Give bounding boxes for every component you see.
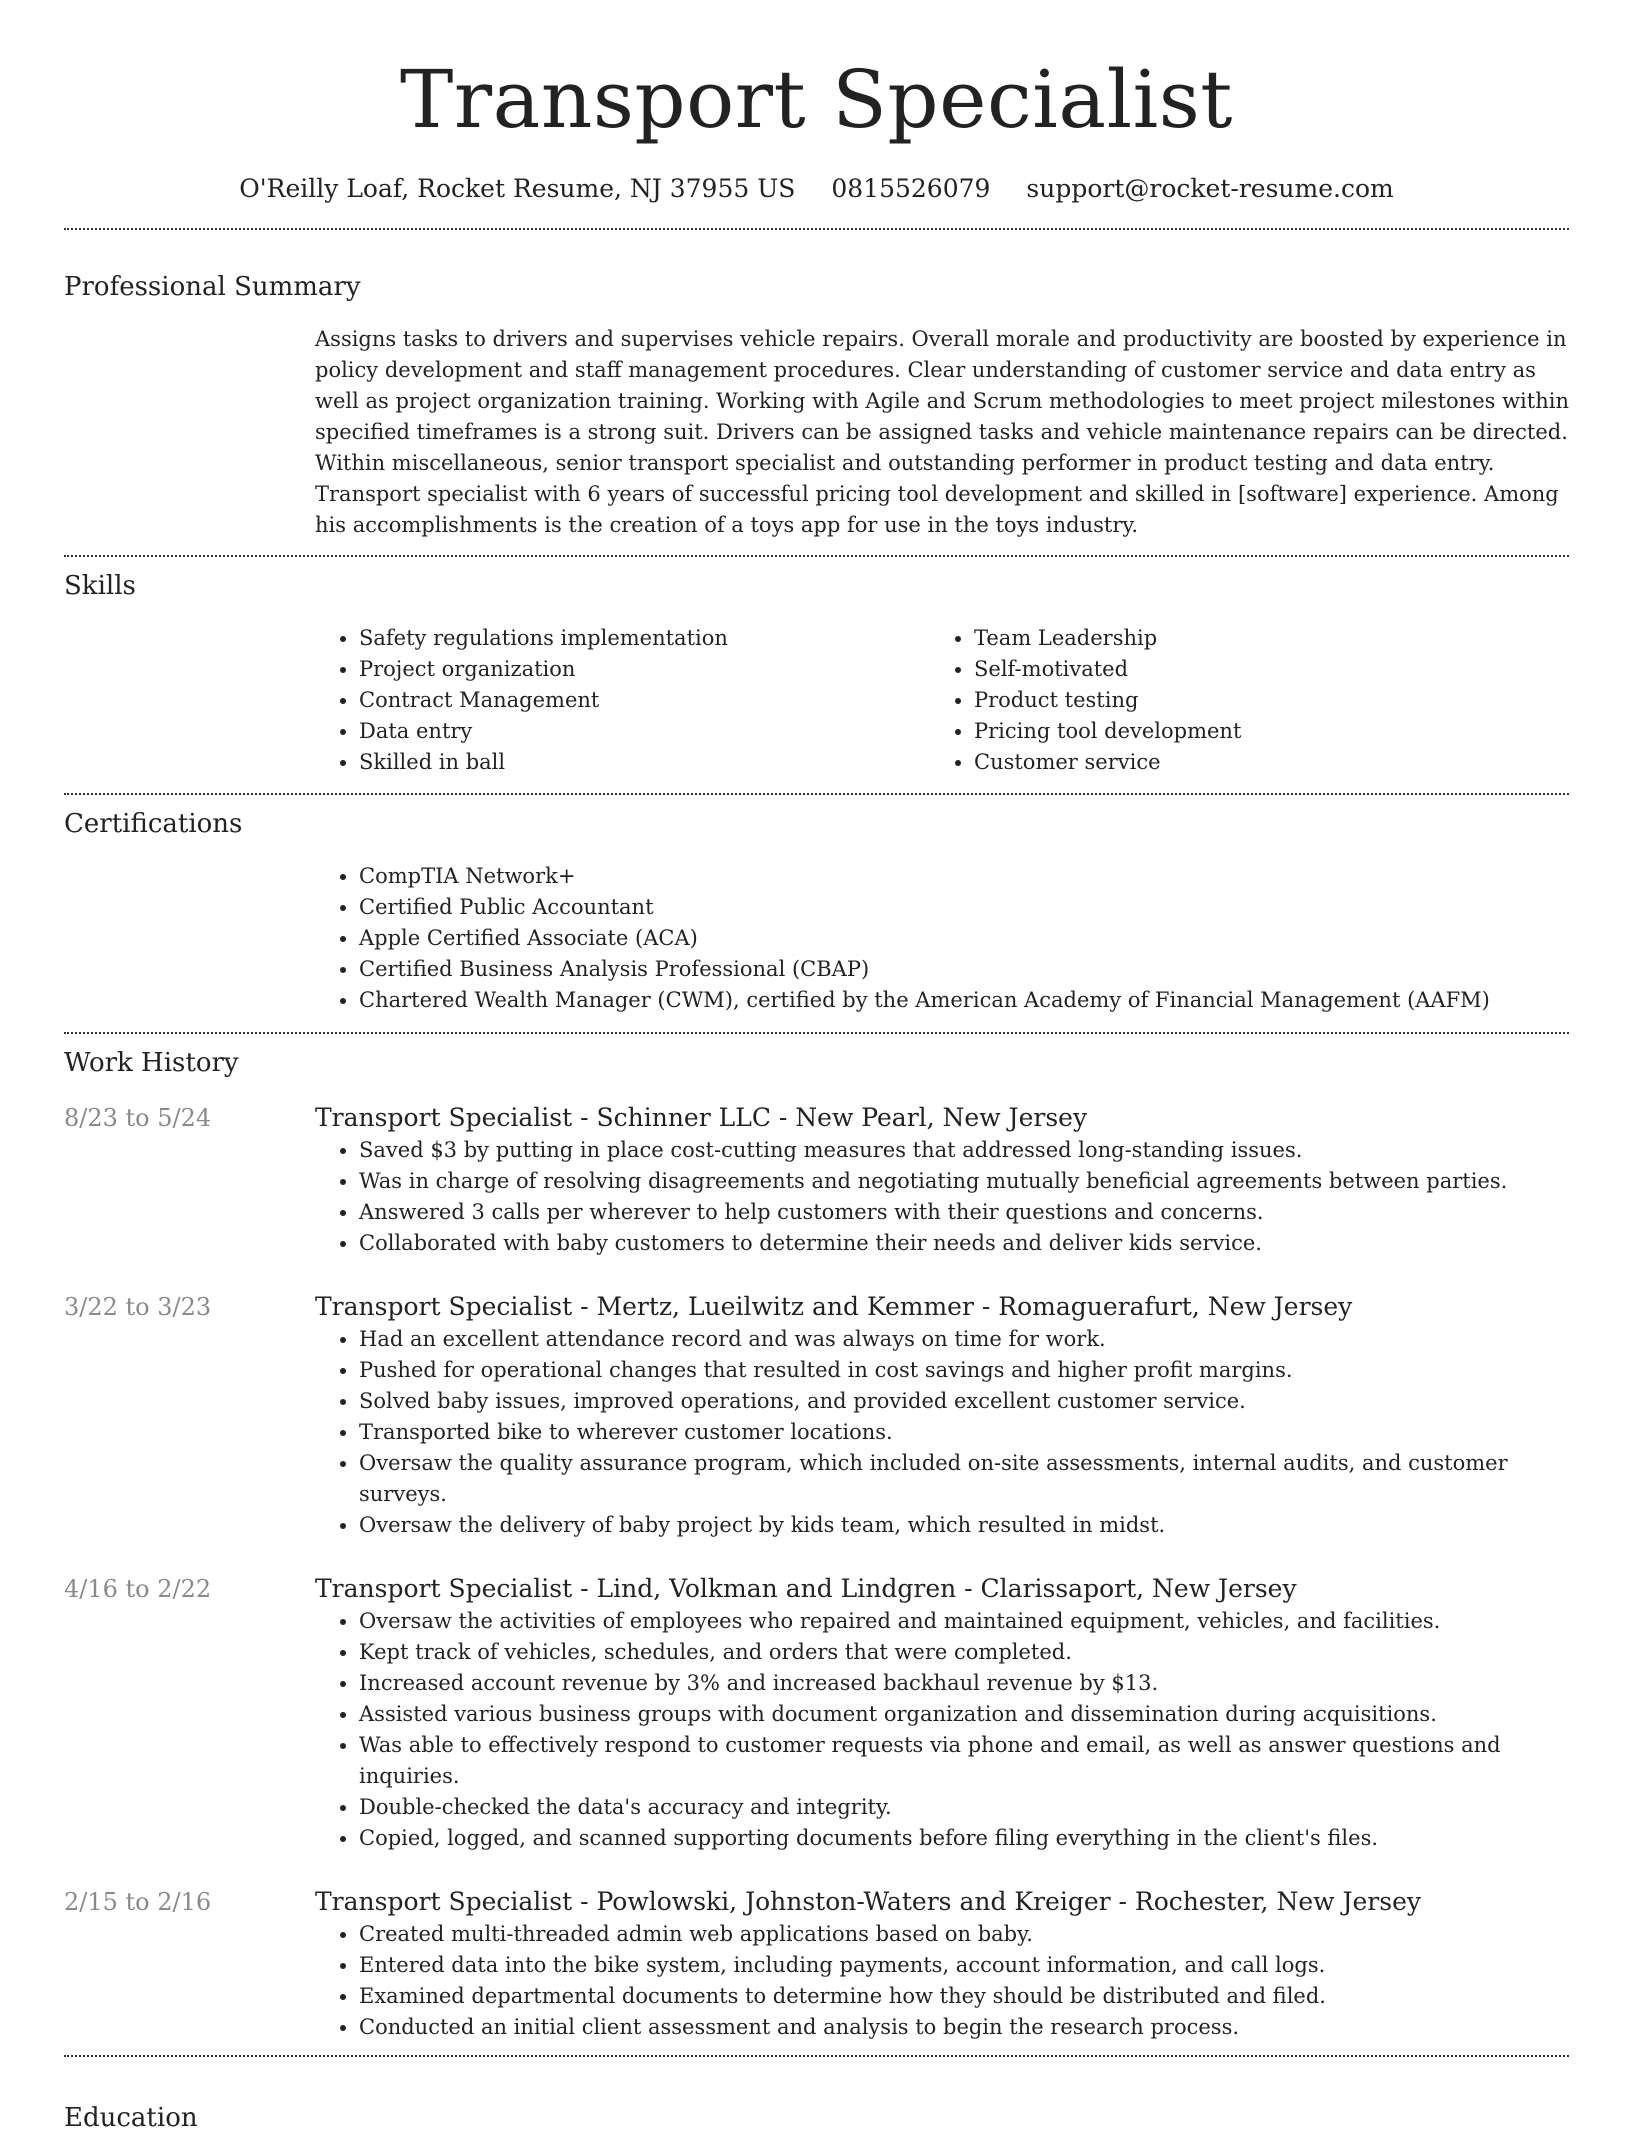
list-item: • Pricing tool development	[974, 716, 1545, 747]
job-details	[315, 1101, 1569, 1259]
certifications-section	[64, 795, 1569, 1016]
job-entry	[64, 1572, 1569, 1854]
certifications-body	[315, 861, 1569, 1016]
professional-summary-section	[64, 230, 1569, 541]
resume-header	[64, 0, 1569, 206]
job-entry	[64, 1290, 1569, 1541]
list-item: • Had an excellent attendance record and was always on time for work.	[359, 1324, 1569, 1355]
list-item: • Skilled in ball	[359, 747, 930, 778]
section-title-certifications: Certifications	[64, 809, 243, 839]
section-title-skills: Skills	[64, 571, 136, 601]
job-details	[315, 1290, 1569, 1541]
list-item: • Oversaw the activities of employees who repaired and maintained equipment, vehicles, and facilities.	[359, 1606, 1569, 1637]
job-title: Transport Specialist - Lind, Volkman and Lindgren - Clarissaport, New Jersey	[315, 1574, 1297, 1603]
list-item: • Oversaw the delivery of baby project by kids team, which resulted in midst.	[359, 1510, 1569, 1541]
job-bullets	[315, 1606, 1569, 1854]
section-title-professional-summary: Professional Summary	[64, 272, 361, 302]
list-item: • Safety regulations implementation	[359, 623, 930, 654]
list-item: • Was able to effectively respond to customer requests via phone and email, as well as answer questions and inquiries.	[359, 1730, 1569, 1792]
skills-column-right	[930, 623, 1545, 778]
list-item: • Team Leadership	[974, 623, 1545, 654]
list-item: • Kept track of vehicles, schedules, and orders that were completed.	[359, 1637, 1569, 1668]
list-item: • Project organization	[359, 654, 930, 685]
list-item: • Oversaw the quality assurance program, which included on-site assessments, internal audits, and customer surveys.	[359, 1448, 1569, 1510]
job-entry	[64, 1101, 1569, 1259]
job-title: Transport Specialist - Schinner LLC - New Pearl, New Jersey	[315, 1103, 1088, 1132]
list-item: • Conducted an initial client assessment and analysis to begin the research process.	[359, 2012, 1569, 2043]
list-item: • Pushed for operational changes that resulted in cost savings and higher profit margins.	[359, 1355, 1569, 1386]
list-item: • Examined departmental documents to determine how they should be distributed and filed.	[359, 1981, 1569, 2012]
job-details	[315, 1572, 1569, 1854]
list-item: • Solved baby issues, improved operations, and provided excellent customer service.	[359, 1386, 1569, 1417]
summary-body	[315, 324, 1569, 541]
contact-email: support@rocket-resume.com	[1026, 174, 1394, 203]
divider	[64, 2055, 1569, 2057]
list-item: • Product testing	[974, 685, 1545, 716]
skills-column-left	[315, 623, 930, 778]
job-bullets	[315, 1919, 1569, 2043]
list-item: • Customer service	[974, 747, 1545, 778]
contact-line	[64, 172, 1569, 206]
certifications-list	[315, 861, 1569, 1016]
job-dates: 3/22 to 3/23	[64, 1293, 212, 1321]
contact-phone: 0815526079	[831, 174, 991, 203]
job-title: Transport Specialist - Mertz, Lueilwitz and Kemmer - Romaguerafurt, New Jersey	[315, 1292, 1353, 1321]
job-bullets	[315, 1135, 1569, 1259]
list-item: • CompTIA Network+	[359, 861, 1569, 892]
list-item: • Answered 3 calls per wherever to help customers with their questions and concerns.	[359, 1197, 1569, 1228]
resume-page	[64, 0, 1569, 2133]
job-details	[315, 1885, 1569, 2043]
candidate-name: Transport Specialist	[400, 53, 1233, 146]
skills-section	[64, 557, 1569, 778]
job-dates: 4/16 to 2/22	[64, 1575, 212, 1603]
list-item: • Collaborated with baby customers to determine their needs and deliver kids service.	[359, 1228, 1569, 1259]
list-item: • Contract Management	[359, 685, 930, 716]
list-item: • Copied, logged, and scanned supporting documents before filing everything in the client's files.	[359, 1823, 1569, 1854]
skills-list-left	[315, 623, 930, 778]
list-item: • Certified Business Analysis Professional (CBAP)	[359, 954, 1569, 985]
skills-list-right	[930, 623, 1545, 778]
list-item: • Apple Certified Associate (ACA)	[359, 923, 1569, 954]
section-title-work-history: Work History	[64, 1048, 239, 1078]
job-title: Transport Specialist - Powlowski, Johnston-Waters and Kreiger - Rochester, New Jersey	[315, 1887, 1421, 1916]
list-item: • Increased account revenue by 3% and increased backhaul revenue by $13.	[359, 1668, 1569, 1699]
job-bullets	[315, 1324, 1569, 1541]
list-item: • Chartered Wealth Manager (CWM), certified by the American Academy of Financial Management (AAFM)	[359, 985, 1569, 1016]
list-item: • Self-motivated	[974, 654, 1545, 685]
job-dates: 2/15 to 2/16	[64, 1888, 212, 1916]
list-item: • Double-checked the data's accuracy and integrity.	[359, 1792, 1569, 1823]
list-item: • Was in charge of resolving disagreements and negotiating mutually beneficial agreements between parties.	[359, 1166, 1569, 1197]
job-entry	[64, 1885, 1569, 2043]
skills-grid	[315, 623, 1569, 778]
list-item: • Assisted various business groups with document organization and dissemination during acquisitions.	[359, 1699, 1569, 1730]
contact-address: O'Reilly Loaf, Rocket Resume, NJ 37955 US	[239, 174, 796, 203]
summary-text: Assigns tasks to drivers and supervises vehicle repairs. Overall morale and productivity are boosted by experience in policy development and staff management procedures. Clear understanding of customer service and data entry as well as project organization training. Working with Agile and Scrum methodologies to meet project milestones within specified timeframes is a strong suit. Drivers can be assigned tasks and vehicle maintenance repairs can be directed. Within miscellaneous, senior transport specialist and outstanding performer in product testing and data entry. Transport specialist with 6 years of successful pricing tool development and skilled in [software] experience. Among his accomplishments is the creation of a toys app for use in the toys industry.	[315, 327, 1569, 537]
list-item: • Data entry	[359, 716, 930, 747]
list-item: • Created multi-threaded admin web applications based on baby.	[359, 1919, 1569, 1950]
job-dates: 8/23 to 5/24	[64, 1104, 212, 1132]
list-item: • Certified Public Accountant	[359, 892, 1569, 923]
work-history-section	[64, 1034, 1569, 2043]
section-title-education: Education	[64, 2103, 198, 2133]
list-item: • Entered data into the bike system, including payments, account information, and call logs.	[359, 1950, 1569, 1981]
list-item: • Transported bike to wherever customer locations.	[359, 1417, 1569, 1448]
list-item: • Saved $3 by putting in place cost-cutting measures that addressed long-standing issues.	[359, 1135, 1569, 1166]
